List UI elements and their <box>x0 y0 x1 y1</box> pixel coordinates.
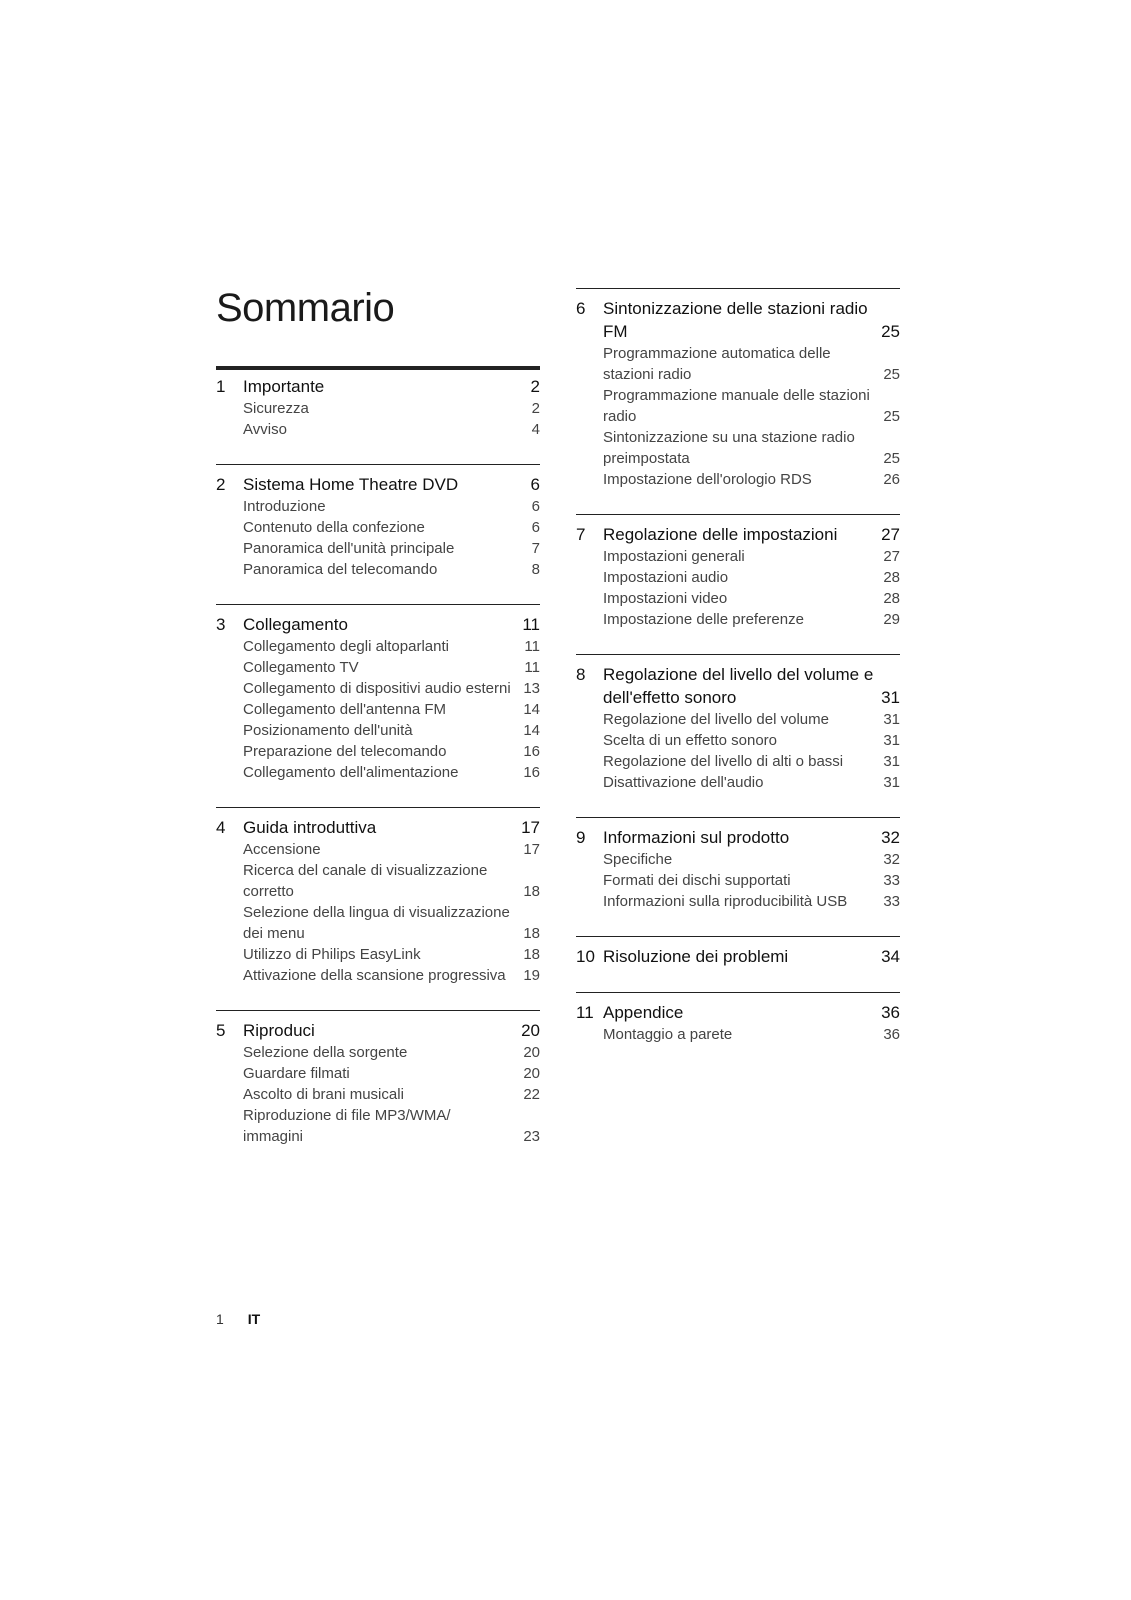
entry-title: Collegamento dell'alimentazione <box>243 764 459 781</box>
entry-page: 17 <box>523 841 540 858</box>
toc-entry-row[interactable] <box>216 398 540 419</box>
entry-title: Accensione <box>243 841 321 858</box>
toc-chapter-row[interactable] <box>216 816 540 839</box>
entry-page: 11 <box>524 659 540 676</box>
toc-entry-row[interactable] <box>576 709 900 730</box>
chapter-title: Appendice <box>603 1003 684 1022</box>
chapter-title: Risoluzione dei problemi <box>603 947 789 966</box>
entry-title: Regolazione del livello di alti o bassi <box>603 753 844 770</box>
indent-spacer <box>216 657 243 678</box>
indent-spacer <box>576 751 603 772</box>
indent-spacer <box>576 870 603 891</box>
toc-entry-row[interactable] <box>576 469 900 490</box>
indent-spacer <box>216 1042 243 1063</box>
entry-title: Impostazione dell'orologio RDS <box>603 471 812 488</box>
toc-chapter-row[interactable] <box>576 945 900 968</box>
entry-title: Collegamento degli altoparlanti <box>243 638 449 655</box>
toc-entry-row[interactable] <box>576 567 900 588</box>
chapter-title: Importante <box>243 377 325 396</box>
indent-spacer <box>216 517 243 538</box>
toc-section <box>216 604 540 783</box>
indent-spacer <box>576 385 603 427</box>
entry-title: Impostazione delle preferenze <box>603 611 804 628</box>
entry-title: Impostazioni audio <box>603 569 729 586</box>
indent-spacer <box>216 538 243 559</box>
entry-title: Regolazione del livello del volume <box>603 711 829 728</box>
entry-page: 31 <box>883 711 900 728</box>
entry-page: 25 <box>883 450 900 467</box>
entry-title: Informazioni sulla riproducibilità USB <box>603 893 848 910</box>
entry-page: 2 <box>531 400 540 417</box>
toc-entry-row[interactable] <box>216 720 540 741</box>
chapter-number: 3 <box>216 615 226 634</box>
entry-title: Introduzione <box>243 498 326 515</box>
chapter-page: 6 <box>530 475 540 494</box>
toc-section <box>576 817 900 912</box>
chapter-title: Regolazione delle impostazioni <box>603 525 838 544</box>
toc-section <box>576 514 900 630</box>
entry-page: 18 <box>523 883 540 900</box>
indent-spacer <box>216 839 243 860</box>
toc-entry-row[interactable] <box>216 559 540 580</box>
toc-chapter-row[interactable] <box>216 375 540 398</box>
toc-entry-row[interactable] <box>216 944 540 965</box>
entry-page: 31 <box>883 732 900 749</box>
toc-entry-row[interactable] <box>576 1024 900 1045</box>
entry-title: Disattivazione dell'audio <box>603 774 764 791</box>
toc-chapter-row[interactable] <box>216 613 540 636</box>
indent-spacer <box>216 902 243 944</box>
entry-title: Posizionamento dell'unità <box>243 722 413 739</box>
chapter-number: 1 <box>216 377 226 396</box>
entry-page: 25 <box>883 366 900 383</box>
indent-spacer <box>216 1084 243 1105</box>
chapter-title: Collegamento <box>243 615 348 634</box>
chapter-title: Regolazione del livello del volume e dell'effetto sonoro <box>603 665 874 707</box>
chapter-number: 2 <box>216 475 226 494</box>
entry-title: Scelta di un effetto sonoro <box>603 732 778 749</box>
toc-entry-row[interactable] <box>576 891 900 912</box>
entry-page: 16 <box>523 743 540 760</box>
chapter-number: 7 <box>576 525 586 544</box>
indent-spacer <box>576 609 603 630</box>
chapter-page: 27 <box>881 525 900 544</box>
entry-page: 16 <box>523 764 540 781</box>
entry-page: 27 <box>883 548 900 565</box>
entry-page: 22 <box>523 1086 540 1103</box>
toc-entry-row[interactable] <box>576 751 900 772</box>
entry-page: 7 <box>531 540 540 557</box>
indent-spacer <box>216 398 243 419</box>
toc-section <box>576 992 900 1045</box>
indent-spacer <box>576 546 603 567</box>
chapter-title: Informazioni sul prodotto <box>603 828 790 847</box>
entry-page: 6 <box>531 498 540 515</box>
entry-title: Collegamento di dispositivi audio esterni <box>243 680 511 697</box>
indent-spacer <box>576 567 603 588</box>
indent-spacer <box>216 559 243 580</box>
entry-page: 33 <box>883 872 900 889</box>
page-number: 1 <box>216 1311 224 1327</box>
toc-entry-row[interactable] <box>216 636 540 657</box>
chapter-number: 4 <box>216 818 226 837</box>
indent-spacer <box>216 699 243 720</box>
entry-page: 31 <box>883 774 900 791</box>
chapter-page: 34 <box>881 947 900 966</box>
toc-entry-row[interactable] <box>216 678 540 699</box>
toc-chapter-row[interactable] <box>576 826 900 849</box>
indent-spacer <box>576 709 603 730</box>
toc-entry-row[interactable] <box>216 902 540 944</box>
toc-entry-row[interactable] <box>576 427 900 469</box>
toc-entry-row[interactable] <box>216 419 540 440</box>
indent-spacer <box>216 678 243 699</box>
entry-title: Ricerca del canale di visualizzazione corretto <box>243 862 488 900</box>
chapter-number: 5 <box>216 1021 226 1040</box>
toc-section <box>216 366 540 440</box>
toc-entry-row[interactable] <box>216 517 540 538</box>
toc-column-right <box>576 288 900 1045</box>
indent-spacer <box>576 588 603 609</box>
entry-title: Montaggio a parete <box>603 1026 733 1043</box>
indent-spacer <box>216 965 243 986</box>
toc-section <box>216 1010 540 1147</box>
indent-spacer <box>216 1105 243 1147</box>
toc-entry-row[interactable] <box>216 538 540 559</box>
chapter-number: 11 <box>576 1003 594 1022</box>
toc-entry-row[interactable] <box>576 870 900 891</box>
entry-page: 18 <box>523 925 540 942</box>
entry-title: Specifiche <box>603 851 673 868</box>
chapter-number: 9 <box>576 828 586 847</box>
indent-spacer <box>216 741 243 762</box>
toc-entry-row[interactable] <box>216 496 540 517</box>
entry-title: Selezione della lingua di visualizzazione dei menu <box>243 904 510 942</box>
toc-entry-row[interactable] <box>216 965 540 986</box>
toc-chapter-row[interactable] <box>576 1001 900 1024</box>
page-footer <box>216 1311 260 1327</box>
toc-section <box>216 464 540 580</box>
entry-page: 32 <box>883 851 900 868</box>
toc-entry-row[interactable] <box>576 772 900 793</box>
chapter-page: 20 <box>521 1021 540 1040</box>
toc-entry-row[interactable] <box>216 1063 540 1084</box>
chapter-page: 36 <box>881 1003 900 1022</box>
indent-spacer <box>216 860 243 902</box>
entry-title: Impostazioni video <box>603 590 728 607</box>
indent-spacer <box>216 1063 243 1084</box>
language-code: IT <box>247 1311 261 1327</box>
toc-section <box>216 807 540 986</box>
entry-title: Programmazione automatica delle stazioni radio <box>603 345 831 383</box>
entry-title: Riproduzione di file MP3/WMA/ immagini <box>243 1107 451 1145</box>
indent-spacer <box>216 419 243 440</box>
toc-section <box>576 936 900 968</box>
indent-spacer <box>576 427 603 469</box>
toc-entry-row[interactable] <box>216 839 540 860</box>
entry-title: Formati dei dischi supportati <box>603 872 791 889</box>
chapter-page: 31 <box>881 688 900 707</box>
entry-page: 31 <box>883 753 900 770</box>
indent-spacer <box>576 469 603 490</box>
toc-entry-row[interactable] <box>576 546 900 567</box>
toc-chapter-row[interactable] <box>216 473 540 496</box>
entry-title: Sintonizzazione su una stazione radio preimpostata <box>603 429 855 467</box>
entry-page: 33 <box>883 893 900 910</box>
entry-page: 29 <box>883 611 900 628</box>
indent-spacer <box>216 720 243 741</box>
indent-spacer <box>576 891 603 912</box>
entry-page: 25 <box>883 408 900 425</box>
entry-page: 6 <box>531 519 540 536</box>
entry-page: 14 <box>523 701 540 718</box>
toc-column-left <box>216 366 540 1147</box>
chapter-title: Guida introduttiva <box>243 818 377 837</box>
indent-spacer <box>576 849 603 870</box>
toc-section <box>576 288 900 490</box>
toc-entry-row[interactable] <box>216 1084 540 1105</box>
toc-entry-row[interactable] <box>576 609 900 630</box>
toc-entry-row[interactable] <box>216 1105 540 1147</box>
entry-page: 19 <box>523 967 540 984</box>
entry-page: 4 <box>531 421 540 438</box>
indent-spacer <box>216 944 243 965</box>
entry-title: Sicurezza <box>243 400 309 417</box>
toc-entry-row[interactable] <box>216 657 540 678</box>
toc-entry-row[interactable] <box>216 762 540 783</box>
entry-title: Selezione della sorgente <box>243 1044 408 1061</box>
entry-page: 28 <box>883 590 900 607</box>
chapter-title: Sistema Home Theatre DVD <box>243 475 459 494</box>
chapter-title: Sintonizzazione delle stazioni radio FM <box>603 299 868 341</box>
entry-title: Utilizzo di Philips EasyLink <box>243 946 421 963</box>
indent-spacer <box>576 1024 603 1045</box>
entry-page: 11 <box>524 638 540 655</box>
indent-spacer <box>216 496 243 517</box>
toc-entry-row[interactable] <box>576 588 900 609</box>
entry-title: Panoramica del telecomando <box>243 561 438 578</box>
entry-page: 23 <box>523 1128 540 1145</box>
entry-title: Programmazione manuale delle stazioni radio <box>603 387 870 425</box>
page-title: Sommario <box>216 286 395 330</box>
entry-title: Preparazione del telecomando <box>243 743 447 760</box>
entry-title: Panoramica dell'unità principale <box>243 540 455 557</box>
entry-page: 8 <box>531 561 540 578</box>
entry-title: Collegamento TV <box>243 659 359 676</box>
toc-chapter-row[interactable] <box>576 663 900 709</box>
toc-entry-row[interactable] <box>216 699 540 720</box>
indent-spacer <box>576 343 603 385</box>
toc-chapter-row[interactable] <box>576 297 900 343</box>
chapter-page: 25 <box>881 322 900 341</box>
entry-title: Avviso <box>243 421 287 438</box>
chapter-number: 6 <box>576 299 586 318</box>
chapter-page: 32 <box>881 828 900 847</box>
toc-chapter-row[interactable] <box>216 1019 540 1042</box>
chapter-page: 17 <box>521 818 540 837</box>
toc-entry-row[interactable] <box>216 860 540 902</box>
entry-title: Impostazioni generali <box>603 548 745 565</box>
chapter-page: 2 <box>530 377 540 396</box>
entry-title: Ascolto di brani musicali <box>243 1086 404 1103</box>
entry-page: 26 <box>883 471 900 488</box>
toc-entry-row[interactable] <box>216 1042 540 1063</box>
toc-entry-row[interactable] <box>576 730 900 751</box>
chapter-title: Riproduci <box>243 1021 315 1040</box>
indent-spacer <box>576 772 603 793</box>
indent-spacer <box>216 636 243 657</box>
entry-title: Attivazione della scansione progressiva <box>243 967 506 984</box>
toc-entry-row[interactable] <box>576 343 900 385</box>
indent-spacer <box>216 762 243 783</box>
entry-page: 36 <box>883 1026 900 1043</box>
entry-page: 13 <box>523 680 540 697</box>
indent-spacer <box>576 730 603 751</box>
entry-page: 18 <box>523 946 540 963</box>
entry-page: 20 <box>523 1065 540 1082</box>
entry-title: Contenuto della confezione <box>243 519 425 536</box>
toc-entry-row[interactable] <box>576 849 900 870</box>
chapter-number: 8 <box>576 665 586 684</box>
entry-title: Guardare filmati <box>243 1065 350 1082</box>
chapter-page: 11 <box>522 615 540 634</box>
chapter-number: 10 <box>576 947 595 966</box>
entry-page: 20 <box>523 1044 540 1061</box>
entry-page: 28 <box>883 569 900 586</box>
toc-entry-row[interactable] <box>576 385 900 427</box>
entry-page: 14 <box>523 722 540 739</box>
toc-chapter-row[interactable] <box>576 523 900 546</box>
toc-entry-row[interactable] <box>216 741 540 762</box>
toc-section <box>576 654 900 793</box>
entry-title: Collegamento dell'antenna FM <box>243 701 446 718</box>
